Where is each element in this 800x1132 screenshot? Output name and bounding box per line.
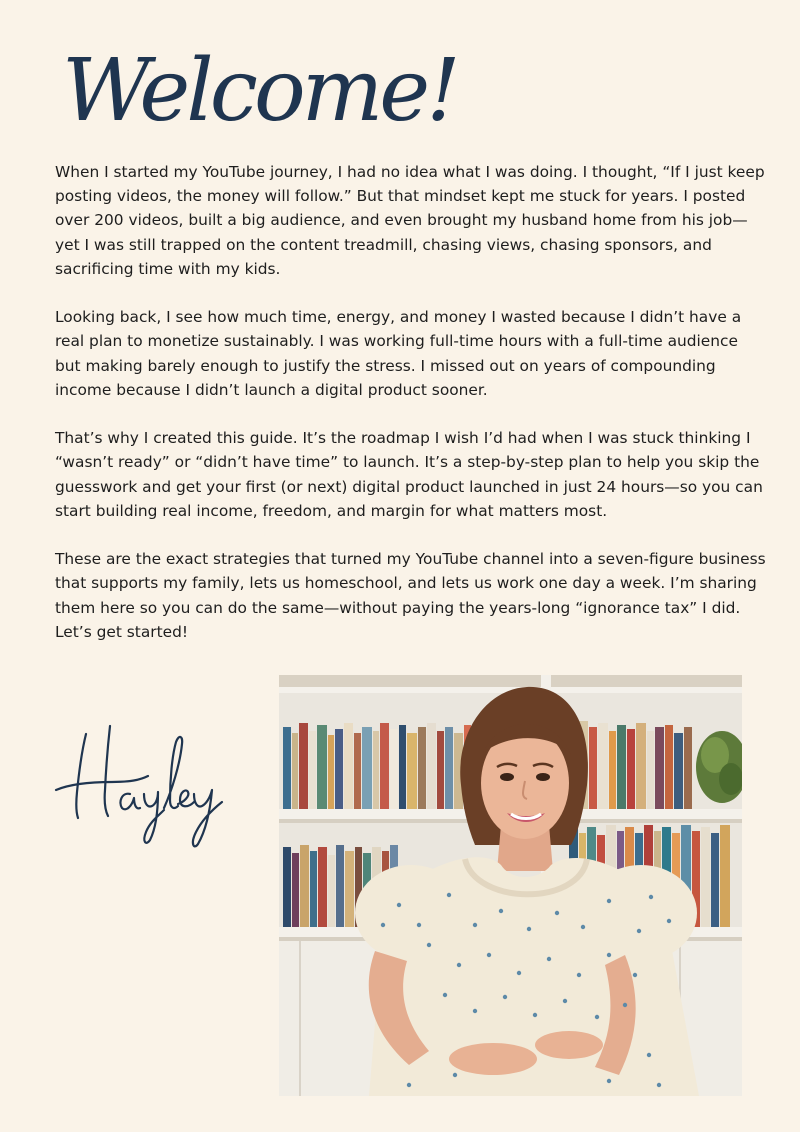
paragraph-why-guide: That’s why I created this guide. It’s the roadmap I wish I’d had when I was stuck thinking I “wasn’t ready” or “didn’t have time” to launch. It’s a step-by-step plan to help you skip the guesswork and get your first (or next) digital product launched in just 24 hours—so you can start building real income, freedom, and margin for what matters most. (55, 429, 763, 520)
paragraph-looking-back: Looking back, I see how much time, energy, and money I wasted because I didn’t have a real plan to monetize sustainably. I was working full-time hours with a full-time audience but making barely enough to justify the stress. I missed out on years of compounding income because I didn’t launch a digital product sooner. (55, 308, 742, 399)
paragraph-exact-strategies: These are the exact strategies that turned my YouTube channel into a seven-figure business that supports my family, lets us homeschool, and lets us work one day a week. I’m sharing them here so you can do the same—without paying the years-long “ignorance tax” I did. (55, 550, 766, 617)
paragraph-youtube-journey: When I started my YouTube journey, I had no idea what I was doing. I thought, “If I just keep posting videos, the money will follow.” But that mindset kept me stuck for years. I posted over 200 videos, built a big audience, and even brought my husband home from his job—yet I was still trapped on the content treadmill, chasing views, chasing sponsors, and sacrificing time with my kids. (55, 163, 765, 278)
signature-icon (52, 720, 242, 850)
author-portrait-photo (279, 675, 742, 1096)
handwritten-signature (52, 720, 242, 850)
welcome-letter-body (55, 160, 767, 644)
portrait-photo-icon (279, 675, 742, 1096)
closing-line: Let’s get started! (55, 622, 189, 641)
page-title: Welcome! (62, 41, 457, 141)
